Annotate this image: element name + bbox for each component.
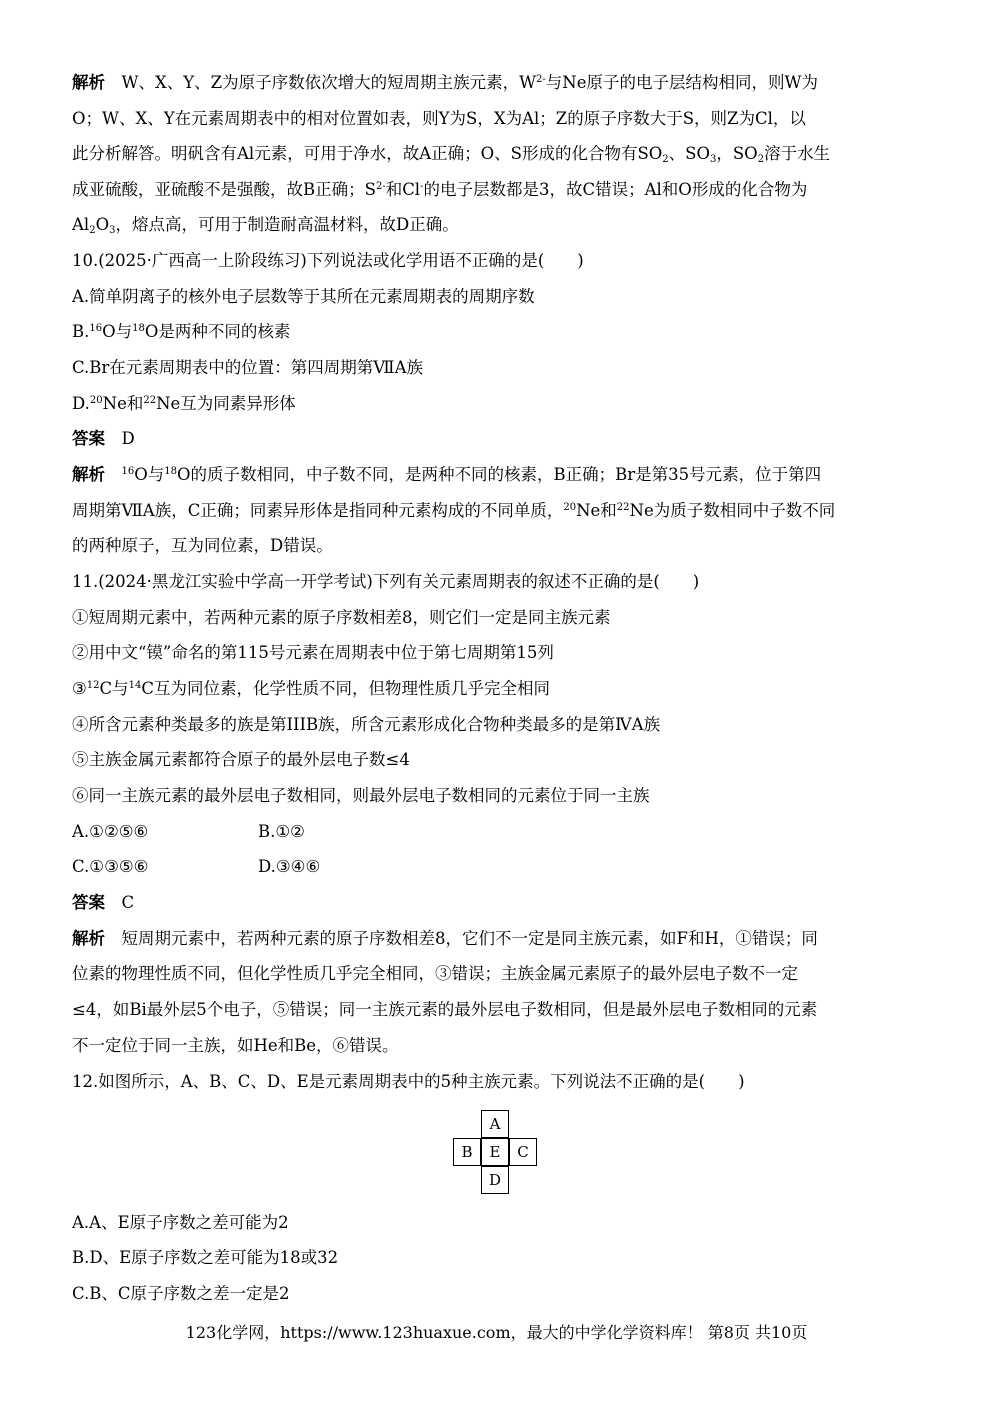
cell-center: E	[481, 1138, 509, 1166]
q11-statement-1: ①短周期元素中，若两种元素的原子序数相差8，则它们一定是同主族元素	[72, 608, 611, 627]
q11-statement-4: ④所含元素种类最多的族是第IIIB族，所含元素形成化合物种类最多的是第ⅣA族	[72, 715, 661, 734]
q11-option-c: C.①③⑤⑥	[72, 857, 149, 876]
q11-option-b: B.①②	[258, 822, 305, 841]
q10-option-a: A.简单阴离子的核外电子层数等于其所在元素周期表的周期序数	[72, 287, 535, 306]
page-footer: 123化学网，https://www.123huaxue.com，最大的中学化学资料库！ 第8页 共10页	[185, 1323, 808, 1342]
q11-options-row-1	[72, 821, 922, 843]
q10-stem: 10.(2025·广西高一上阶段练习)下列说法或化学用语不正确的是( )	[72, 251, 584, 270]
q9-analysis-line-1: 解析 W、X、Y、Z为原子序数依次增大的短周期主族元素，$W^{2-}$与Ne原子的电子层结构相同，则W为	[72, 73, 818, 92]
q10-option-d: D.$^{20}$Ne和$^{22}$Ne互为同素异形体	[72, 394, 296, 413]
q11-stem: 11.(2024·黑龙江实验中学高一开学考试)下列有关元素周期表的叙述不正确的是( )	[72, 572, 700, 591]
cell-right: C	[509, 1138, 537, 1166]
q9-analysis-line-5: $Al_2O_3$，熔点高，可用于制造耐高温材料，故D正确。	[72, 215, 459, 236]
q11-option-d: D.③④⑥	[258, 857, 321, 876]
q9-analysis-line-4: 成亚硫酸，亚硫酸不是强酸，故B正确；$S^{2-}$和Cl-的电子层数都是3，故C错误；Al和O形成的化合物为	[72, 180, 808, 199]
q9-analysis-line-2: O；W、X、Y在元素周期表中的相对位置如表，则Y为S，X为Al；Z的原子序数大于S，则Z为Cl，以	[72, 109, 806, 128]
q11-analysis-line-1: 解析 短周期元素中，若两种元素的原子序数相差8，它们不一定是同主族元素，如F和H，①错误；同	[72, 929, 818, 948]
q9-analysis-line-3: 此分析解答。明矾含有Al元素，可用于净水，故A正确；O、S形成的化合物有$SO_2$、$SO_3$，$SO_2$溶于水生	[72, 144, 831, 165]
q11-statement-2: ②用中文“镆”命名的第115号元素在周期表中位于第七周期第15列	[72, 643, 554, 662]
q10-answer: 答案 D	[72, 429, 135, 448]
q11-analysis-line-4: 不一定位于同一主族，如He和Be，⑥错误。	[72, 1036, 399, 1055]
q11-answer: 答案 C	[72, 893, 135, 912]
cell-top: A	[481, 1110, 509, 1138]
q10-option-c: C.Br在元素周期表中的位置：第四周期第ⅦA族	[72, 358, 424, 377]
q11-statement-3: ③$^{12}$C与$^{14}$C互为同位素，化学性质不同，但物理性质几乎完全相同	[72, 679, 551, 698]
q12-stem: 12.如图所示，A、B、C、D、E是元素周期表中的5种主族元素。下列说法不正确的是( )	[72, 1072, 745, 1091]
cell-left: B	[453, 1138, 481, 1166]
q11-statement-6: ⑥同一主族元素的最外层电子数相同，则最外层电子数相同的元素位于同一主族	[72, 786, 650, 805]
q12-option-b: B.D、E原子序数之差可能为18或32	[72, 1248, 339, 1267]
q12-option-a: A.A、E原子序数之差可能为2	[72, 1213, 289, 1232]
q11-options-row-2	[72, 856, 922, 878]
q11-option-a: A.①②⑤⑥	[72, 822, 149, 841]
q12-option-c: C.B、C原子序数之差一定是2	[72, 1284, 290, 1303]
q11-analysis-line-3: ≤4，如Bi最外层5个电子，⑤错误；同一主族元素的最外层电子数相同，但是最外层电子数相同的元素	[72, 1000, 818, 1019]
q11-statement-5: ⑤主族金属元素都符合原子的最外层电子数≤4	[72, 750, 410, 769]
q10-analysis-line-1: 解析 $^{16}$O与$^{18}$O的质子数相同，中子数不同，是两种不同的核素，B正确；Br是第35号元素，位于第四	[72, 465, 822, 484]
periodic-table-fragment	[452, 1108, 542, 1196]
q10-option-b: B.$^{16}$O与$^{18}$O是两种不同的核素	[72, 322, 291, 341]
q10-analysis-line-3: 的两种原子，互为同位素，D错误。	[72, 536, 333, 555]
q11-analysis-line-2: 位素的物理性质不同，但化学性质几乎完全相同，③错误；主族金属元素原子的最外层电子数不一定	[72, 964, 798, 983]
q10-analysis-line-2: 周期第ⅦA族，C正确；同素异形体是指同种元素构成的不同单质，$^{20}$Ne和$^{22}$Ne为质子数相同中子数不同	[72, 501, 836, 520]
cell-bottom: D	[481, 1166, 509, 1194]
